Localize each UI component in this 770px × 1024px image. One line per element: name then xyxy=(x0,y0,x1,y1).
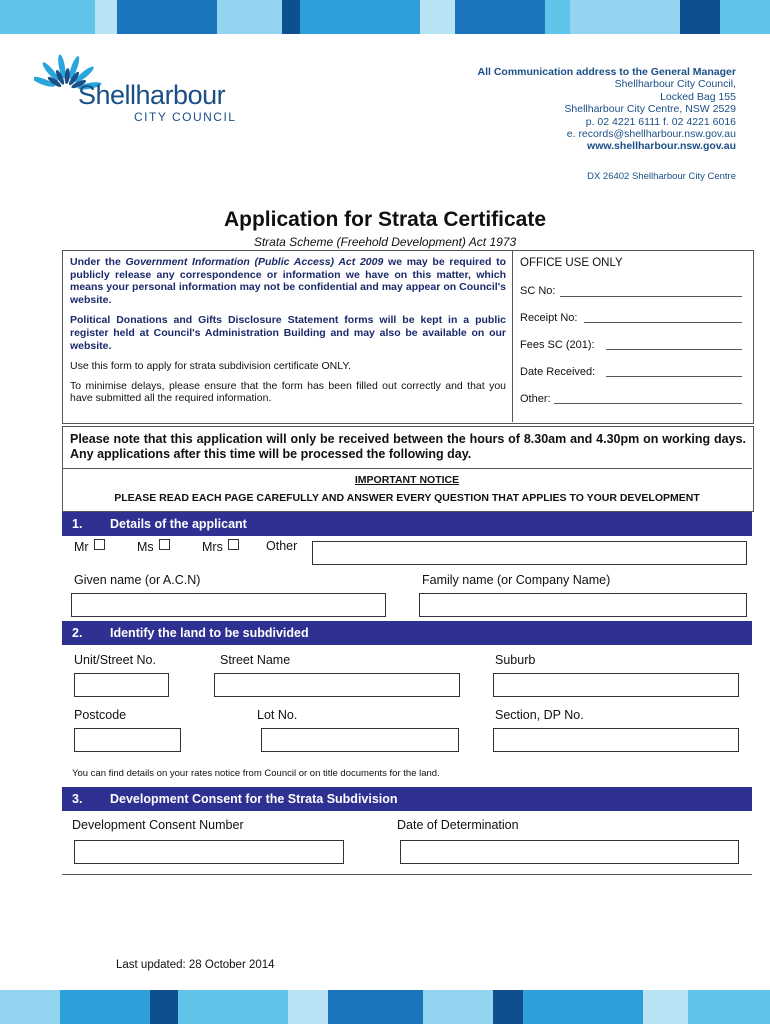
address-line: Shellharbour City Council, xyxy=(614,78,736,91)
form-title: Application for Strata Certificate xyxy=(223,208,547,231)
fees-line[interactable] xyxy=(606,349,742,350)
street-name-field[interactable] xyxy=(214,673,460,697)
section-3-title: Development Consent for the Strata Subdivision xyxy=(110,792,398,806)
gipa-notice: Under the Government Information (Public Access) Act 2009 we may be required to publicly release any correspondence or information we have on this matter, which means your personal information may not be confidential and may appear on Council's website. xyxy=(70,256,506,306)
lot-no-label: Lot No. xyxy=(257,708,298,722)
title-mr-option[interactable]: Mr xyxy=(74,539,105,554)
unit-street-no-label: Unit/Street No. xyxy=(74,653,156,667)
other-title-label: Other xyxy=(266,539,298,553)
other-office-line[interactable] xyxy=(554,403,742,404)
section-1-title: Details of the applicant xyxy=(110,517,247,531)
section-2-title: Identify the land to be subdivided xyxy=(110,626,309,640)
minimise-delays-notice: To minimise delays, please ensure that the form has been filled out correctly and that you have submitted all the required information. xyxy=(70,379,506,405)
receipt-no-label: Receipt No: xyxy=(520,312,578,324)
section-dp-label: Section, DP No. xyxy=(495,708,584,722)
address-line: Shellharbour City Centre, NSW 2529 xyxy=(564,103,736,116)
section-1-number: 1. xyxy=(72,517,83,531)
sc-no-line[interactable] xyxy=(560,296,742,297)
office-use-heading: OFFICE USE ONLY xyxy=(520,257,623,269)
important-notice-heading: IMPORTANT NOTICE xyxy=(354,474,460,486)
section-1-header xyxy=(62,512,752,536)
address-phone: p. 02 4221 6111 f. 02 4221 6016 xyxy=(585,115,736,128)
address-website: www.shellharbour.nsw.gov.au xyxy=(587,140,736,153)
notice-divider xyxy=(62,468,752,469)
date-received-line[interactable] xyxy=(606,376,742,377)
logo-subtitle: CITY COUNCIL xyxy=(134,110,237,124)
given-name-label: Given name (or A.C.N) xyxy=(74,573,201,587)
family-name-label: Family name (or Company Name) xyxy=(422,573,611,587)
receipt-no-line[interactable] xyxy=(584,322,742,323)
logo-name: Shellharbour xyxy=(78,80,226,110)
mrs-checkbox[interactable] xyxy=(228,539,239,550)
rates-notice-hint: You can find details on your rates notice from Council or on title documents for the land. xyxy=(72,768,440,779)
top-color-band xyxy=(0,0,770,34)
office-use-divider xyxy=(512,250,513,422)
council-address xyxy=(478,66,736,183)
street-name-label: Street Name xyxy=(220,653,291,667)
date-received-label: Date Received: xyxy=(520,366,596,378)
address-dx: DX 26402 Shellharbour City Centre xyxy=(587,170,736,182)
address-email: e. records@shellharbour.nsw.gov.au xyxy=(566,128,736,141)
given-name-field[interactable] xyxy=(71,593,386,617)
section-3-number: 3. xyxy=(72,792,83,806)
other-office-label: Other: xyxy=(520,393,551,405)
postcode-label: Postcode xyxy=(74,708,127,722)
use-form-notice: Use this form to apply for strata subdivision certificate ONLY. xyxy=(70,360,351,373)
suburb-label: Suburb xyxy=(495,653,536,667)
family-name-field[interactable] xyxy=(419,593,747,617)
section-3-rule xyxy=(62,874,752,875)
address-line: Locked Bag 155 xyxy=(660,90,736,103)
form-subtitle: Strata Scheme (Freehold Development) Act 1973 xyxy=(253,235,517,249)
title-ms-option[interactable]: Ms xyxy=(137,539,170,554)
consent-number-label: Development Consent Number xyxy=(72,818,244,832)
address-heading: All Communication address to the General Manager xyxy=(477,66,736,78)
unit-street-no-field[interactable] xyxy=(74,673,169,697)
title-mrs-option[interactable]: Mrs xyxy=(202,539,239,554)
read-carefully-notice: PLEASE READ EACH PAGE CAREFULLY AND ANSWER EVERY QUESTION THAT APPLIES TO YOUR DEVELOPMENT xyxy=(114,492,700,504)
hours-notice: Please note that this application will only be received between the hours of 8.30am and 4.30pm on working days. Any applications after this time will be processed the following day. xyxy=(70,432,746,461)
section-2-number: 2. xyxy=(72,626,83,640)
lot-no-field[interactable] xyxy=(261,728,459,752)
section-3-header xyxy=(62,787,752,811)
mr-checkbox[interactable] xyxy=(94,539,105,550)
fees-label: Fees SC (201): xyxy=(520,339,595,351)
last-updated: Last updated: 28 October 2014 xyxy=(116,959,275,971)
date-determination-label: Date of Determination xyxy=(397,818,519,832)
section-2-header xyxy=(62,621,752,645)
date-determination-field[interactable] xyxy=(400,840,739,864)
consent-number-field[interactable] xyxy=(74,840,344,864)
political-donations-notice: Political Donations and Gifts Disclosure Statement forms will be kept in a public register held at Council's Administration Building and may also be available on our website. xyxy=(70,314,506,352)
suburb-field[interactable] xyxy=(493,673,739,697)
bottom-color-band xyxy=(0,990,770,1024)
sc-no-label: SC No: xyxy=(520,285,556,297)
other-title-field[interactable] xyxy=(312,541,747,565)
intro-text xyxy=(70,256,506,405)
section-dp-field[interactable] xyxy=(493,728,739,752)
postcode-field[interactable] xyxy=(74,728,181,752)
ms-checkbox[interactable] xyxy=(159,539,170,550)
